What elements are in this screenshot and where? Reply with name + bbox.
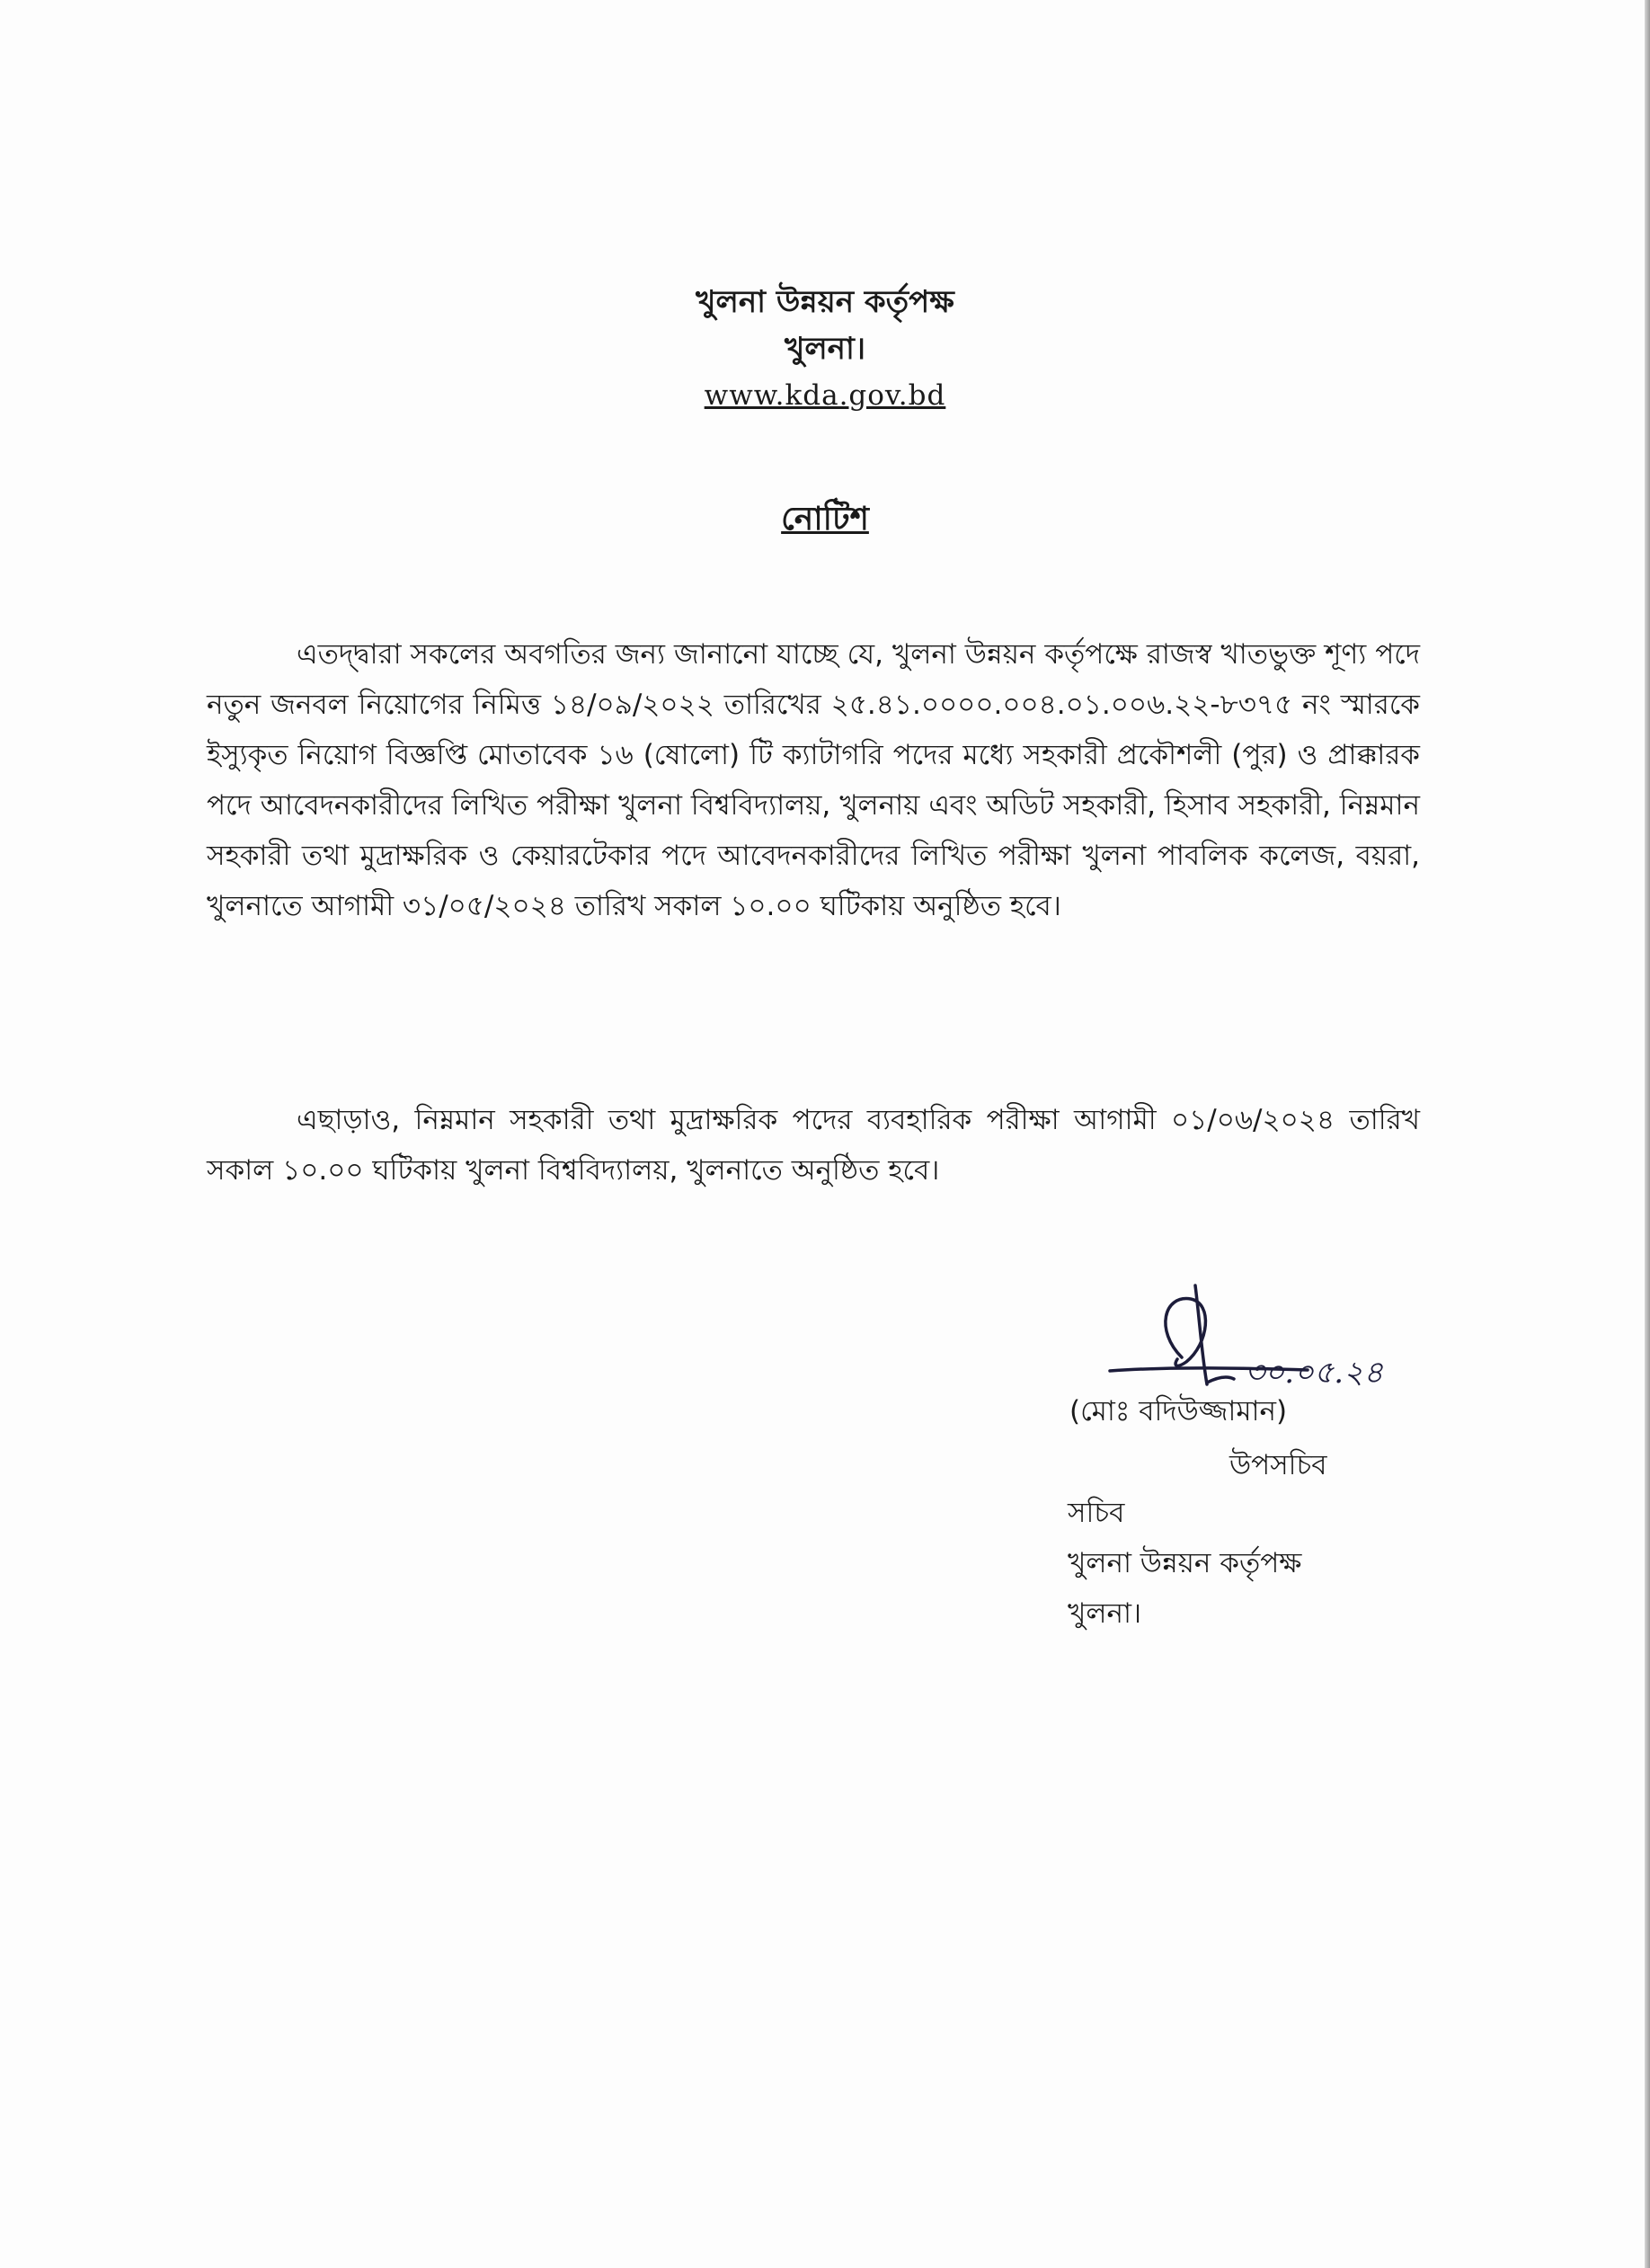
organization-city: খুলনা। xyxy=(785,331,865,367)
addressee-organization: খুলনা উন্নয়ন কর্তৃপক্ষ xyxy=(1068,1547,1302,1579)
letterhead xyxy=(0,279,1650,419)
signatory-name: (মোঃ বদিউজ্জামান) xyxy=(1069,1395,1288,1428)
handwritten-date: ৩০.০৫.২৪ xyxy=(1245,1355,1384,1391)
website-link[interactable]: www.kda.gov.bd xyxy=(704,379,946,412)
notice-title: নোটিশ xyxy=(781,501,869,538)
organization-name: খুলনা উন্নয়ন কর্তৃপক্ষ xyxy=(696,284,954,320)
notice-paragraph-1: এতদ্দ্বারা সকলের অবগতির জন্য জানানো যাচ্ছে যে, খুলনা উন্নয়ন কর্তৃপক্ষে রাজস্ব খাতভুক্ত শূণ্য পদে নতুন জনবল নিয়োগের নিমিত্ত ১৪/০৯/২০২২ তারিখের ২৫.৪১.০০০০.০০৪.০১.০০৬.২২-৮৩৭৫ নং স্মারকে ইস্যুকৃত নিয়োগ বিজ্ঞপ্তি মোতাবেক ১৬ (ষোলো) টি ক্যাটাগরি পদের মধ্যে সহকারী প্রকৌশলী (পুর) ও প্রাক্কারক পদে আবেদনকারীদের লিখিত পরীক্ষা খুলনা বিশ্ববিদ্যালয়, খুলনায় এবং অডিট সহকারী, হিসাব সহকারী, নিম্নমান সহকারী তথা মুদ্রাক্ষরিক ও কেয়ারটেকার পদে আবেদনকারীদের লিখিত পরীক্ষা খুলনা পাবলিক কলেজ, বয়রা, খুলনাতে আগামী ৩১/০৫/২০২৪ তারিখ সকাল ১০.০০ ঘটিকায় অনুষ্ঠিত হবে। xyxy=(207,638,1420,922)
addressee-title: সচিব xyxy=(1068,1497,1125,1529)
signatory-designation: উপসচিব xyxy=(1229,1449,1327,1481)
addressee-city: খুলনা। xyxy=(1068,1597,1142,1630)
addressee-block xyxy=(1068,1488,1301,1639)
notice-paragraph-2: এছাড়াও, নিম্নমান সহকারী তথা মুদ্রাক্ষরিক পদের ব্যবহারিক পরীক্ষা আগামী ০১/০৬/২০২৪ তারিখ সকাল ১০.০০ ঘটিকায় খুলনা বিশ্ববিদ্যালয়, খুলনাতে অনুষ্ঠিত হবে। xyxy=(207,1104,1420,1187)
